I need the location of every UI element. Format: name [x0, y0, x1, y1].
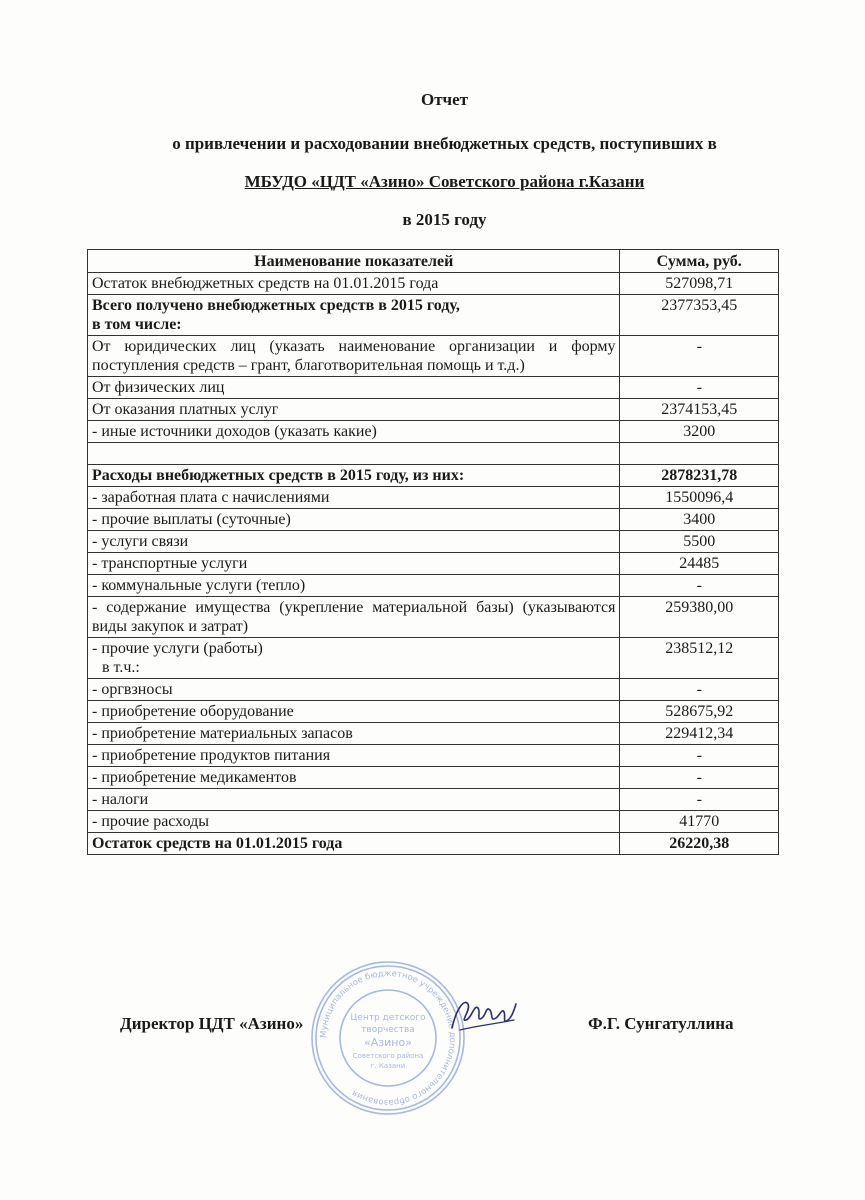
- table-row: [88, 399, 779, 421]
- svg-text:г. Казани: г. Казани: [370, 1062, 406, 1070]
- table-row: [88, 575, 779, 597]
- column-header-name: Наименование показателей: [88, 250, 620, 273]
- row-sum: 2374153,45: [620, 399, 779, 421]
- row-name: Остаток внебюджетных средств на 01.01.2015 года: [88, 273, 620, 295]
- row-name: - содержание имущества (укрепление материальной базы) (указываются виды закупок и затрат): [88, 597, 620, 638]
- row-sum: -: [620, 789, 779, 811]
- svg-text:творчества: творчества: [361, 1025, 415, 1035]
- row-sum: -: [620, 679, 779, 701]
- row-name-line: Всего получено внебюджетных средств в 2015 году,: [92, 297, 460, 314]
- row-name: [88, 638, 620, 679]
- stamp-ring-text: Муниципальное бюджетное учреждение дополнительного образования: [318, 968, 458, 1108]
- row-sum: 3400: [620, 509, 779, 531]
- svg-text:Советского района: Советского района: [352, 1052, 424, 1060]
- table-row: [88, 336, 779, 377]
- table-row: [88, 465, 779, 487]
- table-row: [88, 811, 779, 833]
- table-row: [88, 723, 779, 745]
- row-name: - приобретение продуктов питания: [88, 745, 620, 767]
- table-row: [88, 553, 779, 575]
- row-name: От юридических лиц (указать наименование организации и форму поступления средств – грант, благотворительная помощь и т.д.): [88, 336, 620, 377]
- row-sum: 229412,34: [620, 723, 779, 745]
- table-row: [88, 789, 779, 811]
- table-row: [88, 487, 779, 509]
- row-name: - коммунальные услуги (тепло): [88, 575, 620, 597]
- row-name: - приобретение медикаментов: [88, 767, 620, 789]
- row-sum: 2878231,78: [620, 465, 779, 487]
- row-sum: 528675,92: [620, 701, 779, 723]
- row-sum: 24485: [620, 553, 779, 575]
- row-name: - приобретение материальных запасов: [88, 723, 620, 745]
- table-row: [88, 679, 779, 701]
- svg-text:Центр детского: Центр детского: [350, 1013, 426, 1023]
- row-sum: 1550096,4: [620, 487, 779, 509]
- table-row: [88, 509, 779, 531]
- row-name: - прочие расходы: [88, 811, 620, 833]
- table-row: [88, 531, 779, 553]
- row-name: - услуги связи: [88, 531, 620, 553]
- table-row-total: [88, 833, 779, 855]
- director-signature: [446, 990, 520, 1038]
- row-name-line: в т.ч.:: [102, 659, 140, 676]
- row-name-line: - прочие услуги (работы): [92, 640, 263, 657]
- row-name: - прочие выплаты (суточные): [88, 509, 620, 531]
- row-name: - приобретение оборудование: [88, 701, 620, 723]
- column-header-sum: Сумма, руб.: [620, 250, 779, 273]
- row-sum-empty: [620, 443, 779, 465]
- row-name: - оргвзносы: [88, 679, 620, 701]
- table-row: [88, 701, 779, 723]
- row-name: - транспортные услуги: [88, 553, 620, 575]
- official-stamp: [308, 958, 468, 1118]
- report-table: [87, 249, 779, 855]
- row-sum: 26220,38: [620, 833, 779, 855]
- director-name: Ф.Г. Сунгатуллина: [588, 1014, 734, 1033]
- row-sum: -: [620, 377, 779, 399]
- row-sum: -: [620, 575, 779, 597]
- row-name: [88, 295, 620, 336]
- table-row: [88, 767, 779, 789]
- table-header-row: [88, 250, 779, 273]
- report-subtitle: о привлечении и расходовании внебюджетных средств, поступивших в: [172, 134, 717, 153]
- row-name: - заработная плата с начислениями: [88, 487, 620, 509]
- director-position: Директор ЦДТ «Азино»: [120, 1014, 304, 1033]
- row-name: - налоги: [88, 789, 620, 811]
- row-sum: 3200: [620, 421, 779, 443]
- row-sum: 527098,71: [620, 273, 779, 295]
- row-name: Остаток средств на 01.01.2015 года: [88, 833, 620, 855]
- row-sum: 259380,00: [620, 597, 779, 638]
- table-row: [88, 273, 779, 295]
- row-sum: -: [620, 745, 779, 767]
- report-year: в 2015 году: [402, 210, 487, 229]
- row-sum: -: [620, 336, 779, 377]
- report-title: Отчет: [420, 90, 469, 109]
- empty-row: [88, 443, 779, 465]
- row-sum: 41770: [620, 811, 779, 833]
- row-name: Расходы внебюджетных средств в 2015 году, из них:: [88, 465, 620, 487]
- row-name-line: в том числе:: [92, 316, 182, 333]
- row-sum: -: [620, 767, 779, 789]
- table-row: [88, 421, 779, 443]
- row-sum: 2377353,45: [620, 295, 779, 336]
- row-sum: 238512,12: [620, 638, 779, 679]
- table-row: [88, 597, 779, 638]
- table-row: [88, 745, 779, 767]
- row-name: - иные источники доходов (указать какие): [88, 421, 620, 443]
- row-sum: 5500: [620, 531, 779, 553]
- organization-name: МБУДО «ЦДТ «Азино» Советского района г.Казани: [244, 172, 645, 191]
- table-row: [88, 377, 779, 399]
- row-name-empty: [88, 443, 620, 465]
- table-row: [88, 295, 779, 336]
- table-row: [88, 638, 779, 679]
- row-name: От оказания платных услуг: [88, 399, 620, 421]
- svg-text:«Азино»: «Азино»: [364, 1036, 412, 1049]
- row-name: От физических лиц: [88, 377, 620, 399]
